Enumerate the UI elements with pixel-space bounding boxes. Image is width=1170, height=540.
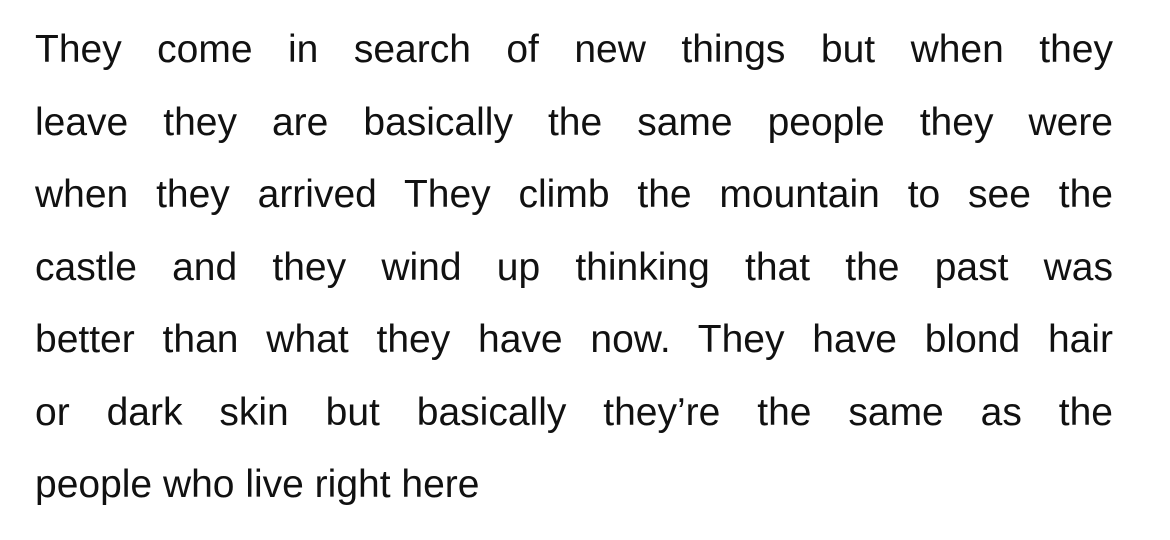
text-line: They come in search of new things but when they xyxy=(35,28,1113,71)
text-line: leave they are basically the same people they were xyxy=(35,100,1113,144)
text-line: better than what they have now. They have blond hair xyxy=(35,318,1113,361)
text-line: when they arrived They climb the mountain to see the xyxy=(35,173,1113,216)
text-passage xyxy=(35,14,1113,522)
text-line: castle and they wind up thinking that the past was xyxy=(35,245,1113,289)
text-line: or dark skin but basically they’re the same as the xyxy=(35,390,1113,434)
text-line: people who live right here xyxy=(35,463,480,506)
